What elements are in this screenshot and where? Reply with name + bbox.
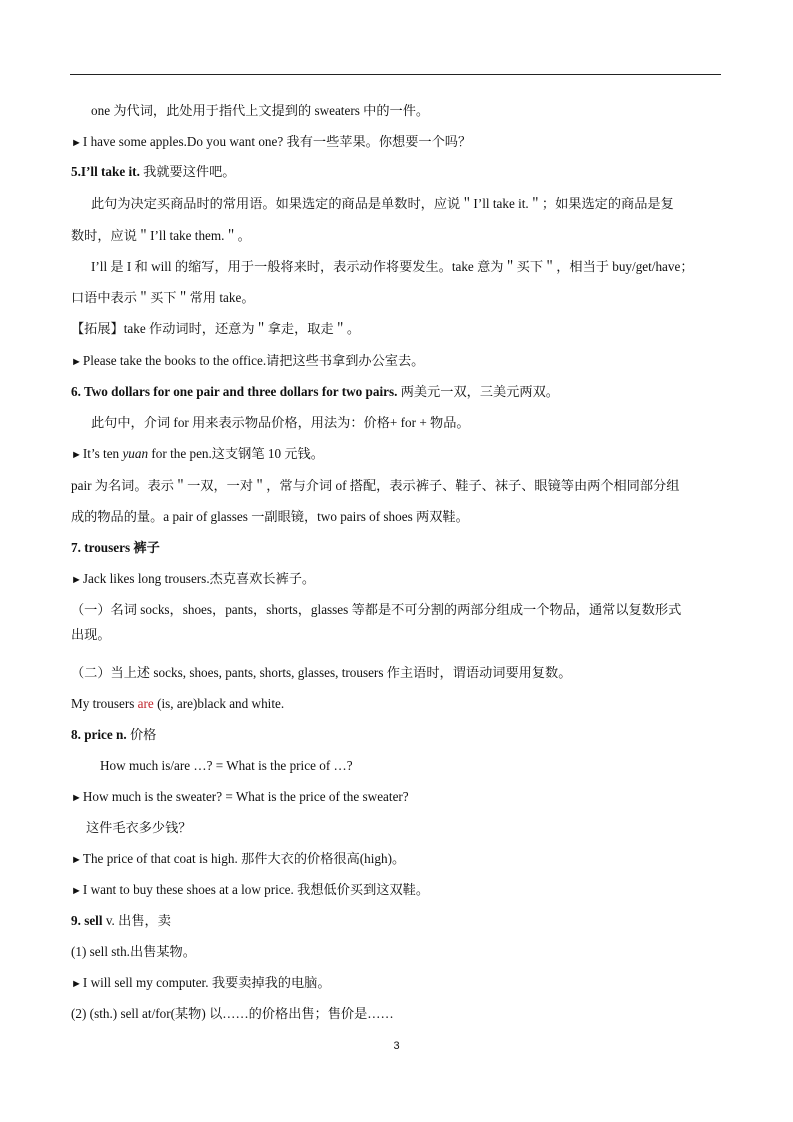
section-heading: 5.I’ll take it. 我就要这件吧。 [71, 164, 236, 179]
bullet-triangle-icon: ► [71, 449, 82, 461]
example-line: ►I will sell my computer. 我要卖掉我的电脑。 [71, 975, 331, 990]
text-line: 这件毛衣多少钱？ [86, 820, 192, 835]
text-line: How much is/are …? = What is the price of …? [100, 758, 353, 773]
text-line: 出现。 [71, 627, 111, 642]
text-line: My trousers are (is, are)black and white. [71, 696, 285, 711]
bullet-triangle-icon: ► [71, 356, 82, 368]
section-heading: 7. trousers 裤子 [71, 540, 160, 555]
example-line: ►It’s ten yuan for the pen.这支钢笔 10 元钱。 [71, 446, 324, 461]
example-line: ►How much is the sweater? = What is the price of the sweater? [71, 789, 409, 804]
section-heading: 8. price n. 价格 [71, 727, 157, 742]
text-line: pair 为名词。表示＂一双，一对＂，常与介词 of 搭配，表示裤子、鞋子、袜子、眼镜等由两个相同部分组 [71, 478, 680, 493]
text-line: 【拓展】take 作动词时，还意为＂拿走，取走＂。 [71, 321, 361, 336]
bullet-triangle-icon: ► [71, 854, 82, 866]
example-line: ►Jack likes long trousers.杰克喜欢长裤子。 [71, 571, 316, 586]
section-heading: 6. Two dollars for one pair and three dollars for two pairs. 两美元一双，三美元两双。 [71, 384, 559, 399]
example-line: ►I have some apples.Do you want one? 我有一些苹果。你想要一个吗？ [71, 134, 472, 149]
bullet-triangle-icon: ► [71, 978, 82, 990]
text-line: I’ll 是 I 和 will 的缩写，用于一般将来时，表示动作将要发生。take 意为＂买下＂，相当于 buy/get/have； [91, 259, 694, 274]
example-line: ►The price of that coat is high. 那件大衣的价格很高(high)。 [71, 851, 406, 866]
text-line: (2) (sth.) sell at/for(某物) 以……的价格出售；售价是…… [71, 1006, 394, 1021]
text-line: 数时，应说＂I’ll take them.＂。 [71, 228, 251, 243]
example-line: ►Please take the books to the office.请把这些书拿到办公室去。 [71, 353, 425, 368]
answer-highlight: are [137, 696, 154, 711]
text-line: 成的物品的量。a pair of glasses 一副眼镜，two pairs of shoes 两双鞋。 [71, 509, 469, 524]
text-line: (1) sell sth.出售某物。 [71, 944, 196, 959]
page-number: 3 [393, 1040, 400, 1052]
example-line: ►I want to buy these shoes at a low price. 我想低价买到这双鞋。 [71, 882, 430, 897]
text-line: 口语中表示＂买下＂常用 take。 [71, 290, 255, 305]
text-line: one 为代词，此处用于指代上文提到的 sweaters 中的一件。 [91, 103, 430, 118]
text-line: （二）当上述 socks, shoes, pants, shorts, glasses, trousers 作主语时，谓语动词要用复数。 [71, 665, 572, 680]
text-line: 此句为决定买商品时的常用语。如果选定的商品是单数时，应说＂I’ll take it.＂；如果选定的商品是复 [91, 196, 674, 211]
header-rule [70, 74, 721, 75]
bullet-triangle-icon: ► [71, 137, 82, 149]
bullet-triangle-icon: ► [71, 792, 82, 804]
bullet-triangle-icon: ► [71, 574, 82, 586]
bullet-triangle-icon: ► [71, 885, 82, 897]
section-heading: 9. sell v. 出售，卖 [71, 913, 171, 928]
text-line: （一）名词 socks，shoes，pants，shorts，glasses 等都是不可分割的两部分组成一个物品，通常以复数形式 [71, 602, 682, 617]
text-line: 此句中，介词 for 用来表示物品价格，用法为：价格+ for + 物品。 [91, 415, 470, 430]
